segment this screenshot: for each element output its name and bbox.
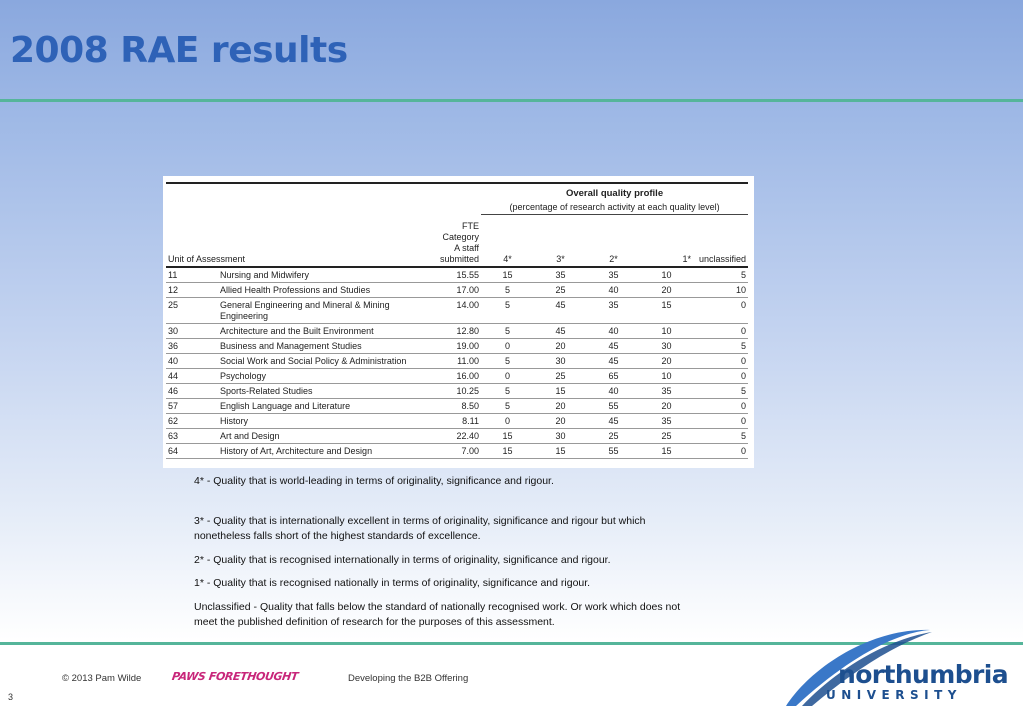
- title-divider: [0, 99, 1023, 102]
- table-row: [166, 369, 748, 384]
- q2-value: 40: [587, 283, 640, 298]
- table-row: [166, 354, 748, 369]
- definition-2-star: 2* - Quality that is recognised internationally in terms of originality, significance and rigour.: [194, 553, 611, 566]
- uoa-name: General Engineering and Mineral & Mining Engineering: [218, 298, 426, 324]
- table-row: [166, 384, 748, 399]
- unclassified-value: 0: [693, 298, 748, 324]
- uoa-name: Psychology: [218, 369, 426, 384]
- fte-value: 22.40: [426, 429, 481, 444]
- uoa-code: 40: [166, 354, 218, 369]
- q1-value: 10: [640, 369, 693, 384]
- q4-value: 0: [481, 339, 534, 354]
- page-number: 3: [8, 692, 14, 702]
- northumbria-logo: [782, 626, 1023, 708]
- header-3-star: 3*: [534, 215, 587, 268]
- uoa-code: 57: [166, 399, 218, 414]
- unclassified-value: 0: [693, 444, 748, 459]
- q4-value: 5: [481, 384, 534, 399]
- table-row: [166, 283, 748, 298]
- q1-value: 10: [640, 324, 693, 339]
- uoa-code: 36: [166, 339, 218, 354]
- footer-brand-logo: PAWS FORETHOUGHT: [171, 670, 299, 683]
- uoa-name: English Language and Literature: [218, 399, 426, 414]
- q1-value: 20: [640, 283, 693, 298]
- uoa-name: Social Work and Social Policy & Administration: [218, 354, 426, 369]
- unclassified-value: 0: [693, 399, 748, 414]
- uoa-code: 25: [166, 298, 218, 324]
- q1-value: 15: [640, 298, 693, 324]
- q2-value: 40: [587, 384, 640, 399]
- q1-value: 20: [640, 399, 693, 414]
- q3-value: 20: [534, 339, 587, 354]
- fte-value: 17.00: [426, 283, 481, 298]
- table-row: [166, 339, 748, 354]
- definition-4-star: 4* - Quality that is world-leading in terms of originality, significance and rigour.: [194, 475, 554, 487]
- table-body: [166, 267, 748, 459]
- table-row: [166, 399, 748, 414]
- uoa-name: History: [218, 414, 426, 429]
- q3-value: 25: [534, 369, 587, 384]
- uoa-code: 30: [166, 324, 218, 339]
- fte-value: 12.80: [426, 324, 481, 339]
- definition-1-star: 1* - Quality that is recognised nationally in terms of originality, significance and rigour.: [194, 577, 591, 589]
- header-1-star: 1*: [640, 215, 693, 268]
- q4-value: 15: [481, 267, 534, 283]
- uoa-code: 64: [166, 444, 218, 459]
- uoa-code: 12: [166, 283, 218, 298]
- fte-value: 8.11: [426, 414, 481, 429]
- unclassified-value: 0: [693, 354, 748, 369]
- q2-value: 55: [587, 444, 640, 459]
- q2-value: 40: [587, 324, 640, 339]
- q2-value: 25: [587, 429, 640, 444]
- q3-value: 45: [534, 298, 587, 324]
- q4-value: 0: [481, 414, 534, 429]
- uoa-name: Architecture and the Built Environment: [218, 324, 426, 339]
- fte-value: 7.00: [426, 444, 481, 459]
- table-row: [166, 324, 748, 339]
- q1-value: 25: [640, 429, 693, 444]
- uoa-code: 11: [166, 267, 218, 283]
- uoa-name: Business and Management Studies: [218, 339, 426, 354]
- fte-value: 11.00: [426, 354, 481, 369]
- q2-value: 45: [587, 354, 640, 369]
- q1-value: 35: [640, 384, 693, 399]
- q4-value: 15: [481, 429, 534, 444]
- fte-value: 10.25: [426, 384, 481, 399]
- unclassified-value: 5: [693, 384, 748, 399]
- slide-title: 2008 RAE results: [10, 30, 348, 71]
- q1-value: 15: [640, 444, 693, 459]
- uoa-code: 46: [166, 384, 218, 399]
- footer-topic: Developing the B2B Offering: [348, 673, 469, 684]
- quality-profile-subtitle: (percentage of research activity at each quality level): [481, 202, 748, 215]
- q1-value: 20: [640, 354, 693, 369]
- q3-value: 20: [534, 414, 587, 429]
- q3-value: 35: [534, 267, 587, 283]
- uoa-name: Allied Health Professions and Studies: [218, 283, 426, 298]
- q1-value: 30: [640, 339, 693, 354]
- rae-results-table: [166, 182, 748, 459]
- table-row: [166, 429, 748, 444]
- header-2-star: 2*: [587, 215, 640, 268]
- unclassified-value: 0: [693, 414, 748, 429]
- q2-value: 35: [587, 298, 640, 324]
- table-row: [166, 414, 748, 429]
- logo-wordmark: northumbria: [838, 660, 1008, 689]
- table-row: [166, 298, 748, 324]
- fte-value: 15.55: [426, 267, 481, 283]
- uoa-name: Sports-Related Studies: [218, 384, 426, 399]
- fte-value: 16.00: [426, 369, 481, 384]
- q3-value: 25: [534, 283, 587, 298]
- uoa-name: Nursing and Midwifery: [218, 267, 426, 283]
- q2-value: 35: [587, 267, 640, 283]
- q4-value: 5: [481, 298, 534, 324]
- q3-value: 15: [534, 384, 587, 399]
- uoa-code: 44: [166, 369, 218, 384]
- q1-value: 35: [640, 414, 693, 429]
- unclassified-value: 5: [693, 429, 748, 444]
- q2-value: 45: [587, 414, 640, 429]
- q1-value: 10: [640, 267, 693, 283]
- unclassified-value: 5: [693, 267, 748, 283]
- q4-value: 5: [481, 354, 534, 369]
- uoa-name: Art and Design: [218, 429, 426, 444]
- header-4-star: 4*: [481, 215, 534, 268]
- q4-value: 15: [481, 444, 534, 459]
- q3-value: 20: [534, 399, 587, 414]
- table-row: [166, 444, 748, 459]
- q4-value: 5: [481, 399, 534, 414]
- q4-value: 5: [481, 283, 534, 298]
- uoa-name: History of Art, Architecture and Design: [218, 444, 426, 459]
- unclassified-value: 0: [693, 324, 748, 339]
- uoa-code: 62: [166, 414, 218, 429]
- header-unclassified: unclassified: [693, 215, 748, 268]
- uoa-code: 63: [166, 429, 218, 444]
- q3-value: 15: [534, 444, 587, 459]
- definition-3-star: 3* - Quality that is internationally excellent in terms of originality, significance and rigour but which nonetheless falls short of the highest standards of excellence.: [194, 514, 646, 542]
- q2-value: 55: [587, 399, 640, 414]
- unclassified-value: 0: [693, 369, 748, 384]
- fte-value: 14.00: [426, 298, 481, 324]
- unclassified-value: 10: [693, 283, 748, 298]
- q4-value: 5: [481, 324, 534, 339]
- q3-value: 45: [534, 324, 587, 339]
- definition-unclassified: Unclassified - Quality that falls below the standard of nationally recognised work. Or work which does not meet the published definition of research for the purposes of this assessment.: [194, 600, 681, 628]
- q3-value: 30: [534, 429, 587, 444]
- unclassified-value: 5: [693, 339, 748, 354]
- q3-value: 30: [534, 354, 587, 369]
- q2-value: 45: [587, 339, 640, 354]
- q2-value: 65: [587, 369, 640, 384]
- quality-definitions: [194, 474, 684, 631]
- quality-profile-title: Overall quality profile: [481, 183, 748, 202]
- q4-value: 0: [481, 369, 534, 384]
- header-unit-of-assessment: Unit of Assessment: [166, 215, 426, 268]
- header-fte: FTE Category A staff submitted: [426, 215, 481, 268]
- table-row: [166, 267, 748, 283]
- footer-copyright: © 2013 Pam Wilde: [62, 673, 142, 684]
- fte-value: 8.50: [426, 399, 481, 414]
- fte-value: 19.00: [426, 339, 481, 354]
- rae-table-panel: [163, 176, 754, 468]
- logo-subtitle: UNIVERSITY: [826, 688, 962, 702]
